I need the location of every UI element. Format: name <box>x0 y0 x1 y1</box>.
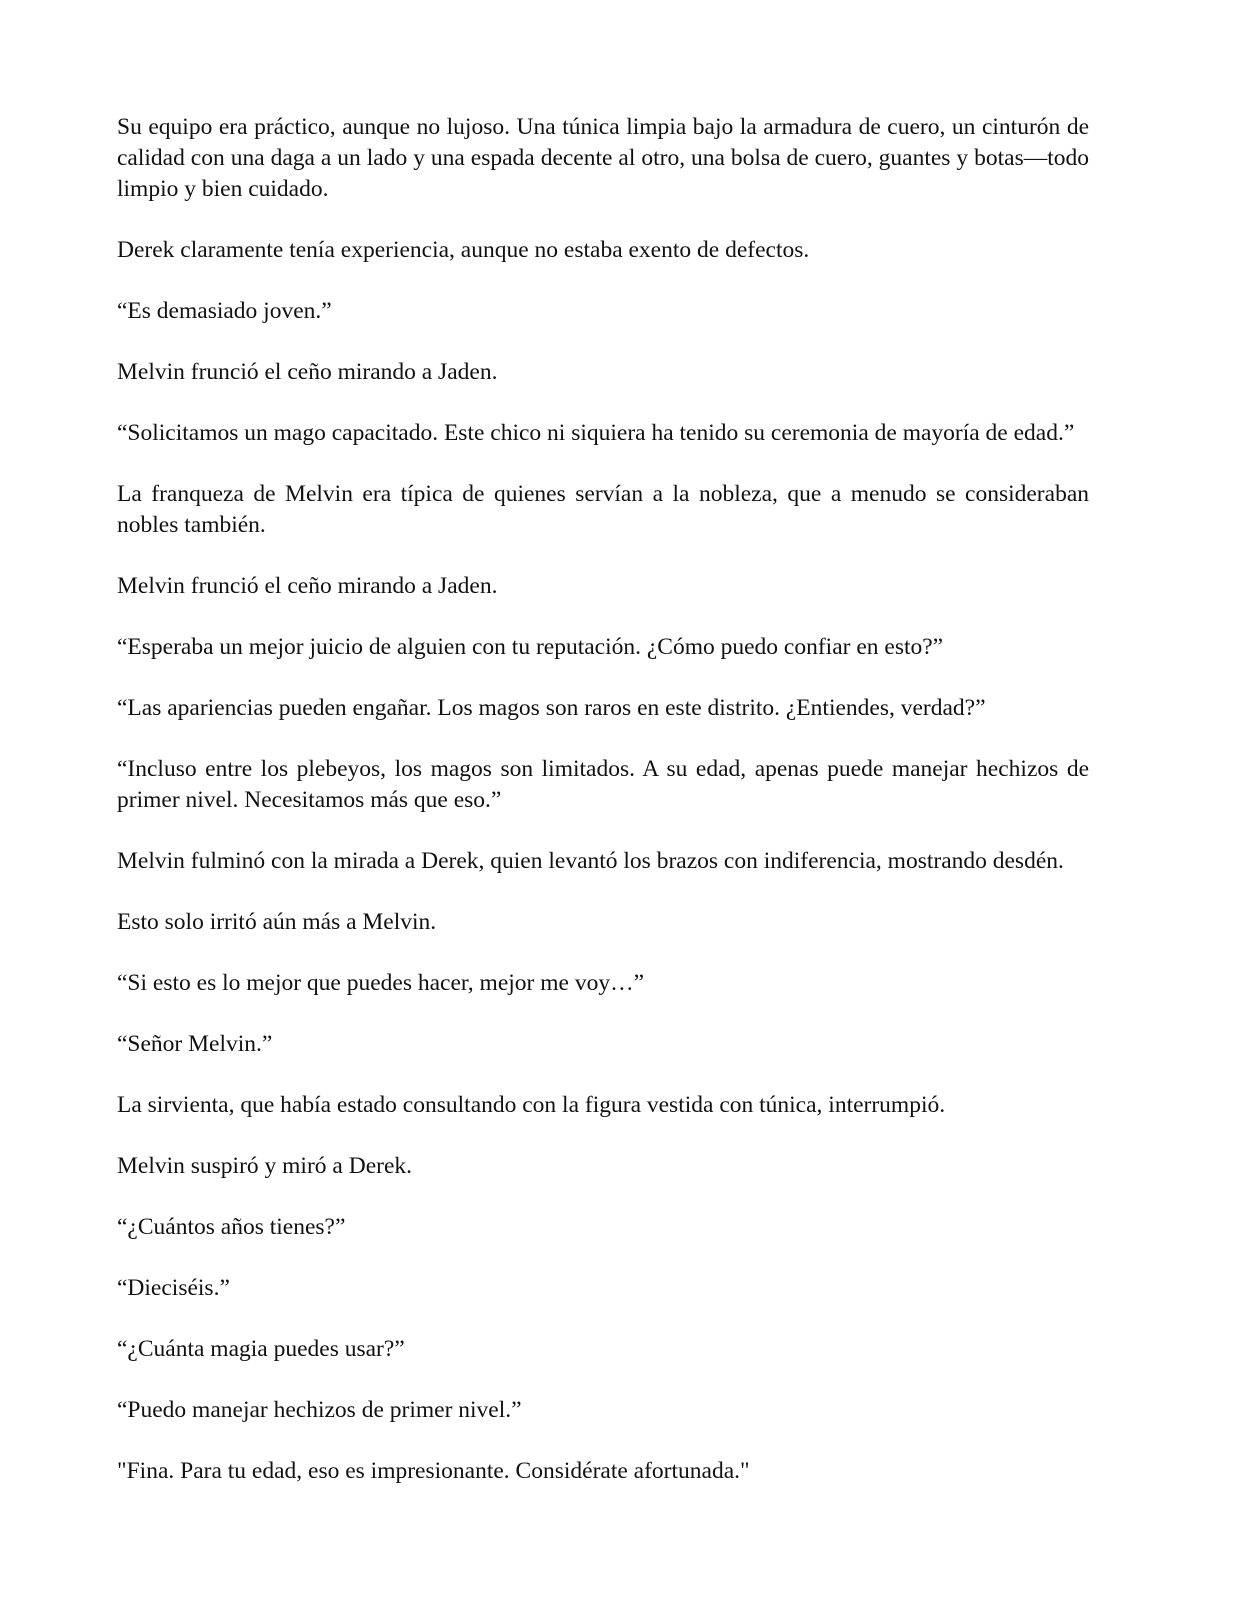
paragraph: “Dieciséis.” <box>117 1275 230 1301</box>
paragraph: “Solicitamos un mago capacitado. Este chico ni siquiera ha tenido su ceremonia de mayoría de edad.” <box>117 420 1075 446</box>
paragraph: Derek claramente tenía experiencia, aunque no estaba exento de defectos. <box>117 237 810 263</box>
paragraph: Su equipo era práctico, aunque no lujoso. Una túnica limpia bajo la armadura de cuero, un cinturón de calidad con una daga a un lado y una espada decente al otro, una bolsa de cuero, guantes y botas—todo limpio y bien cuidado. <box>117 114 1089 202</box>
paragraph: “Es demasiado joven.” <box>117 298 332 324</box>
paragraph: “Puedo manejar hechizos de primer nivel.” <box>117 1397 522 1423</box>
paragraph: “Esperaba un mejor juicio de alguien con tu reputación. ¿Cómo puedo confiar en esto?” <box>117 634 944 660</box>
paragraph: "Fina. Para tu edad, eso es impresionante. Considérate afortunada." <box>117 1458 750 1484</box>
paragraph: Melvin frunció el ceño mirando a Jaden. <box>117 573 498 599</box>
paragraph: La franqueza de Melvin era típica de quienes servían a la nobleza, que a menudo se consideraban nobles también. <box>117 481 1089 538</box>
paragraph: “Incluso entre los plebeyos, los magos son limitados. A su edad, apenas puede manejar hechizos de primer nivel. Necesitamos más que eso.” <box>117 756 1089 813</box>
paragraph: “¿Cuántos años tienes?” <box>117 1214 346 1240</box>
paragraph: “Si esto es lo mejor que puedes hacer, mejor me voy…” <box>117 970 644 996</box>
paragraph: Melvin fulminó con la mirada a Derek, quien levantó los brazos con indiferencia, mostrando desdén. <box>117 848 1064 874</box>
document-body <box>117 112 1089 1517</box>
paragraph: “Las apariencias pueden engañar. Los magos son raros en este distrito. ¿Entiendes, verdad?” <box>117 695 986 721</box>
paragraph: “¿Cuánta magia puedes usar?” <box>117 1336 405 1362</box>
paragraph: “Señor Melvin.” <box>117 1031 273 1057</box>
paragraph: Melvin suspiró y miró a Derek. <box>117 1153 413 1179</box>
paragraph: Melvin frunció el ceño mirando a Jaden. <box>117 359 498 385</box>
paragraph: La sirvienta, que había estado consultando con la figura vestida con túnica, interrumpió. <box>117 1092 946 1118</box>
paragraph: Esto solo irritó aún más a Melvin. <box>117 909 437 935</box>
